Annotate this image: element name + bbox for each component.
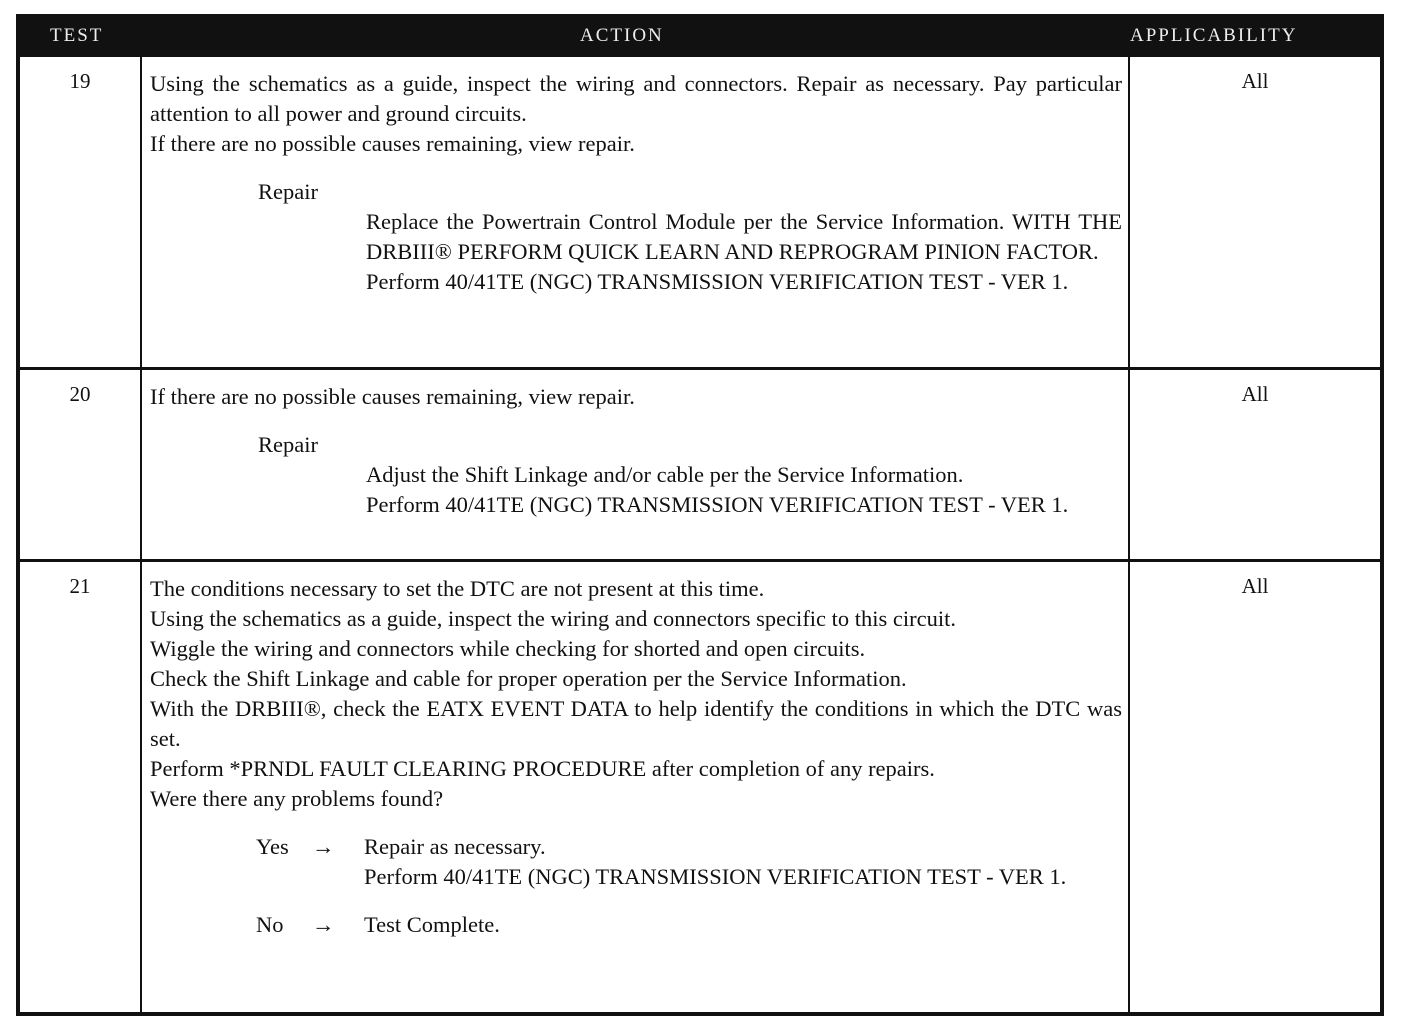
action-text: The conditions necessary to set the DTC are not present at this time. bbox=[150, 576, 765, 601]
header-applicability: APPLICABILITY bbox=[1130, 25, 1298, 46]
action-text: Were there any problems found? bbox=[150, 786, 444, 811]
applicability-value: All bbox=[1241, 69, 1269, 93]
action-text: Using the schematics as a guide, inspect the wiring and connectors. Repair as necessary. Pay particular attention to all power and ground circuits. bbox=[150, 71, 1122, 126]
table-row-19 bbox=[20, 57, 1380, 370]
table-header bbox=[20, 18, 1380, 57]
action-text: If there are no possible causes remaining, view repair. bbox=[150, 131, 635, 156]
arrow-right-icon: → bbox=[312, 912, 335, 937]
repair-text: Replace the Powertrain Control Module per the Service Information. WITH THE DRBIII® PERFORM QUICK LEARN AND REPROGRAM PINION FACTOR. bbox=[366, 209, 1122, 264]
repair-text: Adjust the Shift Linkage and/or cable per the Service Information. bbox=[366, 462, 964, 487]
applicability-value: All bbox=[1241, 382, 1269, 406]
table-row-20 bbox=[20, 370, 1380, 562]
test-number: 20 bbox=[69, 382, 91, 406]
yes-text: Repair as necessary. bbox=[364, 834, 546, 859]
action-text: Check the Shift Linkage and cable for proper operation per the Service Information. bbox=[150, 666, 907, 691]
yes-branch bbox=[256, 832, 1122, 892]
header-action: ACTION bbox=[580, 25, 664, 46]
action-cell bbox=[150, 574, 1122, 940]
action-text: Perform *PRNDL FAULT CLEARING PROCEDURE after completion of any repairs. bbox=[150, 756, 935, 781]
action-text: If there are no possible causes remaining, view repair. bbox=[150, 384, 635, 409]
yes-text: Perform 40/41TE (NGC) TRANSMISSION VERIFICATION TEST - VER 1. bbox=[364, 864, 1067, 889]
action-text: With the DRBIII®, check the EATX EVENT DATA to help identify the conditions in which the DTC was set. bbox=[150, 696, 1122, 751]
applicability-value: All bbox=[1241, 574, 1269, 598]
header-test: TEST bbox=[50, 25, 104, 46]
action-text: Wiggle the wiring and connectors while checking for shorted and open circuits. bbox=[150, 636, 866, 661]
repair-text: Perform 40/41TE (NGC) TRANSMISSION VERIFICATION TEST - VER 1. bbox=[366, 492, 1069, 517]
test-number: 21 bbox=[69, 574, 91, 598]
no-text: Test Complete. bbox=[364, 912, 500, 937]
action-text: Using the schematics as a guide, inspect the wiring and connectors specific to this circuit. bbox=[150, 606, 957, 631]
action-cell bbox=[150, 382, 1122, 520]
arrow-right-icon: → bbox=[312, 834, 335, 859]
yes-label: Yes bbox=[256, 834, 289, 859]
repair-label: Repair bbox=[258, 432, 318, 457]
diagnostic-table bbox=[16, 14, 1384, 1016]
no-label: No bbox=[256, 912, 284, 937]
repair-label: Repair bbox=[258, 179, 318, 204]
no-branch bbox=[256, 910, 1122, 940]
test-number: 19 bbox=[69, 69, 91, 93]
table-row-21 bbox=[20, 562, 1380, 1012]
repair-text: Perform 40/41TE (NGC) TRANSMISSION VERIFICATION TEST - VER 1. bbox=[366, 269, 1069, 294]
action-cell bbox=[150, 69, 1122, 297]
